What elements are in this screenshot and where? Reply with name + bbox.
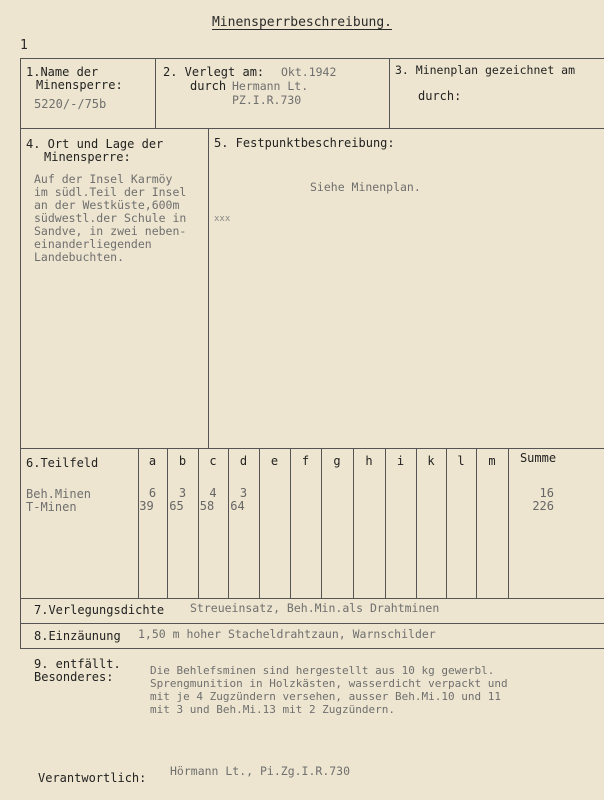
document-title	[0, 15, 604, 30]
beh-minen-c: 4	[209, 486, 217, 500]
rule-after-row1	[20, 128, 604, 129]
t-minen-c: 58	[199, 499, 215, 513]
field5-value: Siehe Minenplan.	[310, 180, 421, 194]
row-label-t-minen: T-Minen	[26, 500, 77, 514]
field4-line-5: Sandve, in zwei neben-	[34, 224, 187, 238]
field4-line-4: südwestl.der Schule in	[34, 211, 187, 225]
divider-2-3	[389, 58, 390, 128]
rule-after-field7	[20, 623, 604, 624]
field2-date: Okt.1942	[281, 65, 337, 79]
top-rule	[20, 58, 604, 59]
table-col-line-7	[321, 448, 322, 598]
table-col-line-8	[353, 448, 354, 598]
col-header-g: g	[333, 454, 341, 468]
col-header-b: b	[178, 454, 187, 468]
field4-line-6: einanderliegenden	[34, 237, 152, 251]
col-header-k: k	[427, 454, 435, 468]
field9-line-2: Sprengmunition in Holzkästen, wasserdicht verpackt und	[150, 677, 508, 690]
table-col-line-11	[446, 448, 447, 598]
field2-unit: PZ.I.R.730	[232, 93, 302, 107]
page-number: 1	[20, 38, 28, 53]
rule-after-row2	[20, 448, 604, 449]
field9-line-4: mit 3 und Beh.Mi.13 mit 2 Zugzündern.	[150, 703, 396, 716]
table-col-line-13	[508, 448, 509, 598]
beh-minen-b: 3	[178, 486, 187, 500]
field1-label-line1: 1.Name der	[26, 65, 99, 79]
field4-line-3: an der Westküste,600m	[34, 198, 180, 212]
divider-4-5	[208, 128, 209, 448]
table-col-line-10	[416, 448, 417, 598]
t-minen-a: 39	[139, 499, 154, 513]
field9-label-line2: Besonderes:	[34, 670, 114, 684]
field4-struck-text: xxx	[214, 214, 231, 224]
beh-minen-d: 3	[239, 486, 248, 500]
table-col-line-5	[259, 448, 260, 598]
field4-line-2: im südl.Teil der Insel	[34, 185, 187, 199]
table-col-line-9	[385, 448, 386, 598]
field3-by-label: durch:	[418, 89, 462, 103]
col-header-e: e	[270, 454, 279, 468]
field4-line-7: Landebuchten.	[34, 250, 125, 264]
t-minen-b: 65	[169, 499, 184, 513]
field9-line-3: mit je 4 Zugzündern versehen, ausser Beh.Mi.10 und 11	[150, 690, 501, 703]
col-header-l: l	[457, 454, 465, 468]
col-header-a: a	[148, 454, 157, 468]
row-label-beh-minen: Beh.Minen	[26, 487, 92, 501]
field8-label: 8.Einzäunung	[34, 629, 121, 643]
col-header-d: d	[239, 454, 248, 468]
field5-label: 5. Festpunktbeschreibung:	[214, 136, 395, 150]
t-minen-d: 64	[230, 499, 245, 513]
field4-line-1: Auf der Insel Karmöy	[34, 172, 173, 186]
divider-1-2	[155, 58, 156, 128]
col-header-h: h	[365, 454, 373, 468]
field4-label-line1: 4. Ort und Lage der	[26, 137, 164, 151]
beh-minen-a: 6	[148, 486, 157, 500]
col-header-m: m	[488, 454, 496, 468]
table-col-line-3	[198, 448, 199, 598]
col-header-f: f	[301, 454, 310, 468]
left-border	[20, 58, 21, 648]
table-col-line-4	[228, 448, 229, 598]
field8-value: 1,50 m hoher Stacheldrahtzaun, Warnschilder	[138, 627, 436, 641]
col-header-c: c	[209, 454, 217, 468]
field4-label-line2: Minensperre:	[44, 150, 131, 164]
footer-value: Hörmann Lt., Pi.Zg.I.R.730	[170, 764, 351, 778]
rule-after-field8	[20, 648, 604, 649]
field2-by-label: durch	[190, 79, 227, 93]
field7-value: Streueinsatz, Beh.Min.als Drahtminen	[190, 601, 440, 615]
beh-minen-sum: 16	[539, 486, 554, 500]
table-col-line-6	[290, 448, 291, 598]
col-header-summe: Summe	[519, 451, 557, 465]
col-header-i: i	[396, 454, 405, 468]
table-col-line-2	[167, 448, 168, 598]
field3-label: 3. Minenplan gezeichnet am	[395, 63, 576, 77]
field6-label: 6.Teilfeld	[26, 456, 99, 470]
document-title-text: Minensperrbeschreibung.	[211, 15, 392, 30]
rule-after-table	[20, 598, 604, 599]
field2-by-value: Hermann Lt.	[232, 79, 309, 93]
table-col-line-12	[476, 448, 477, 598]
t-minen-sum: 226	[532, 499, 554, 513]
field2-label: 2. Verlegt am:	[163, 65, 265, 79]
field9-line-1: Die Behlefsminen sind hergestellt aus 10 kg gewerbl.	[150, 664, 495, 677]
field7-label: 7.Verlegungsdichte	[34, 603, 165, 617]
footer-label: Verantwortlich:	[38, 771, 147, 785]
field1-label-line2: Minensperre:	[36, 78, 123, 92]
field9-label-line1: 9. entfällt.	[34, 657, 121, 671]
table-col-line-1	[138, 448, 139, 598]
field1-value: 5220/-/75b	[34, 97, 107, 111]
